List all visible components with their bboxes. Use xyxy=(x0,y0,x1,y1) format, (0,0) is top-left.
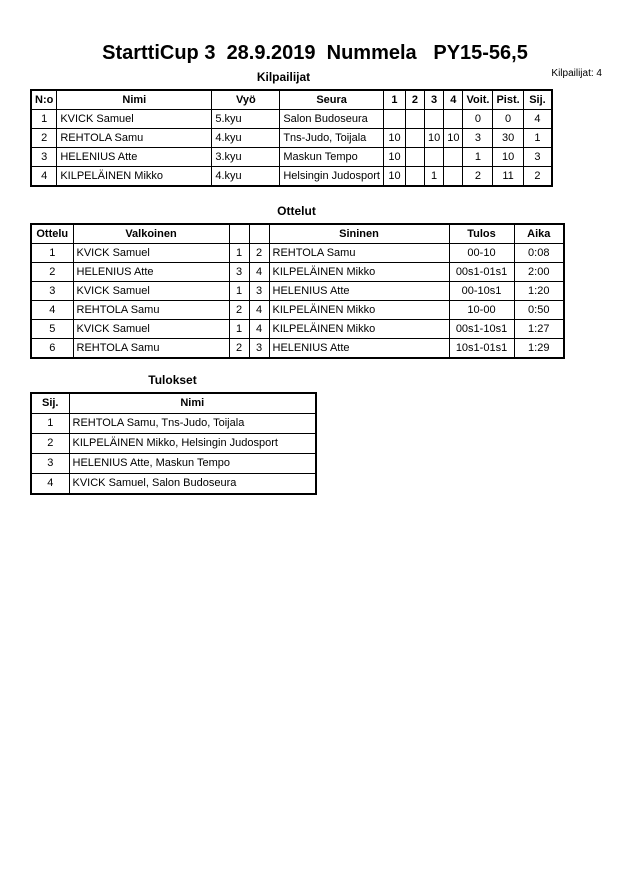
blue-number: 3 xyxy=(249,339,269,359)
result-name: REHTOLA Samu, Tns-Judo, Toijala xyxy=(69,414,316,434)
result-row xyxy=(31,474,316,495)
competitor-belt: 4.kyu xyxy=(212,167,280,187)
competitor-wins: 0 xyxy=(463,110,493,129)
match-row xyxy=(31,244,564,263)
blue-number: 4 xyxy=(249,320,269,339)
score-r1: 10 xyxy=(383,129,405,148)
competitor-points: 10 xyxy=(493,148,523,167)
score-r1 xyxy=(383,110,405,129)
white-name: REHTOLA Samu xyxy=(73,301,229,320)
col-header-white-no xyxy=(229,224,249,244)
competitors-header-row xyxy=(31,90,552,110)
match-row xyxy=(31,320,564,339)
competitor-points: 30 xyxy=(493,129,523,148)
match-time: 2:00 xyxy=(514,263,564,282)
score-r4 xyxy=(444,110,463,129)
blue-number: 4 xyxy=(249,301,269,320)
score-r4 xyxy=(444,148,463,167)
white-name: KVICK Samuel xyxy=(73,282,229,301)
blue-name: KILPELÄINEN Mikko xyxy=(269,320,449,339)
match-result: 10s1-01s1 xyxy=(449,339,514,359)
competitor-place: 4 xyxy=(523,110,552,129)
competitor-row xyxy=(31,129,552,148)
competitors-table xyxy=(30,89,553,187)
result-place: 2 xyxy=(31,434,69,454)
col-header-name: Nimi xyxy=(69,393,316,414)
competitors-count: Kilpailijat: 4 xyxy=(551,68,602,79)
col-header-r2: 2 xyxy=(405,90,424,110)
white-name: KVICK Samuel xyxy=(73,320,229,339)
result-place: 3 xyxy=(31,454,69,474)
col-header-place: Sij. xyxy=(31,393,69,414)
competitor-row xyxy=(31,110,552,129)
col-header-result: Tulos xyxy=(449,224,514,244)
competitor-club: Tns-Judo, Toijala xyxy=(280,129,384,148)
match-result: 00s1-10s1 xyxy=(449,320,514,339)
blue-name: REHTOLA Samu xyxy=(269,244,449,263)
competitor-wins: 2 xyxy=(463,167,493,187)
result-name: KILPELÄINEN Mikko, Helsingin Judosport xyxy=(69,434,316,454)
result-row xyxy=(31,414,316,434)
competitor-club: Maskun Tempo xyxy=(280,148,384,167)
score-r3: 1 xyxy=(424,167,443,187)
competitor-place: 2 xyxy=(523,167,552,187)
page-title: StarttiCup 3 28.9.2019 Nummela PY15-56,5 xyxy=(102,42,528,64)
col-header-blue-no xyxy=(249,224,269,244)
match-time: 1:27 xyxy=(514,320,564,339)
results-header-row xyxy=(31,393,316,414)
blue-name: HELENIUS Atte xyxy=(269,282,449,301)
col-header-r3: 3 xyxy=(424,90,443,110)
match-time: 0:08 xyxy=(514,244,564,263)
competitor-no: 4 xyxy=(31,167,57,187)
competitor-wins: 3 xyxy=(463,129,493,148)
match-no: 6 xyxy=(31,339,73,359)
match-no: 3 xyxy=(31,282,73,301)
col-header-belt: Vyö xyxy=(212,90,280,110)
result-row xyxy=(31,454,316,474)
white-number: 2 xyxy=(229,339,249,359)
blue-number: 2 xyxy=(249,244,269,263)
score-r3 xyxy=(424,110,443,129)
competitor-no: 2 xyxy=(31,129,57,148)
white-name: HELENIUS Atte xyxy=(73,263,229,282)
competitor-club: Helsingin Judosport xyxy=(280,167,384,187)
blue-name: KILPELÄINEN Mikko xyxy=(269,263,449,282)
match-no: 1 xyxy=(31,244,73,263)
result-name: KVICK Samuel, Salon Budoseura xyxy=(69,474,316,495)
score-r2 xyxy=(405,167,424,187)
white-number: 1 xyxy=(229,320,249,339)
col-header-wins: Voit. xyxy=(463,90,493,110)
col-header-r1: 1 xyxy=(383,90,405,110)
white-number: 1 xyxy=(229,282,249,301)
match-row xyxy=(31,263,564,282)
section-title-ottelut: Ottelut xyxy=(277,204,316,218)
match-row xyxy=(31,301,564,320)
competitor-no: 3 xyxy=(31,148,57,167)
col-header-white: Valkoinen xyxy=(73,224,229,244)
match-row xyxy=(31,282,564,301)
score-r1: 10 xyxy=(383,167,405,187)
score-r2 xyxy=(405,129,424,148)
score-r4: 10 xyxy=(444,129,463,148)
competitor-points: 11 xyxy=(493,167,523,187)
col-header-time: Aika xyxy=(514,224,564,244)
competitor-belt: 3.kyu xyxy=(212,148,280,167)
result-name: HELENIUS Atte, Maskun Tempo xyxy=(69,454,316,474)
white-number: 2 xyxy=(229,301,249,320)
match-time: 1:29 xyxy=(514,339,564,359)
match-time: 1:20 xyxy=(514,282,564,301)
result-place: 1 xyxy=(31,414,69,434)
section-title-kilpailijat: Kilpailijat xyxy=(256,70,311,84)
blue-number: 4 xyxy=(249,263,269,282)
competitor-name: HELENIUS Atte xyxy=(57,148,212,167)
match-no: 4 xyxy=(31,301,73,320)
competitor-name: REHTOLA Samu xyxy=(57,129,212,148)
match-no: 5 xyxy=(31,320,73,339)
competitor-no: 1 xyxy=(31,110,57,129)
competitor-row xyxy=(31,148,552,167)
results-table xyxy=(30,392,317,495)
score-r3 xyxy=(424,148,443,167)
col-header-no: N:o xyxy=(31,90,57,110)
score-r2 xyxy=(405,148,424,167)
col-header-place: Sij. xyxy=(523,90,552,110)
competitor-row xyxy=(31,167,552,187)
result-place: 4 xyxy=(31,474,69,495)
competitor-name: KILPELÄINEN Mikko xyxy=(57,167,212,187)
white-name: REHTOLA Samu xyxy=(73,339,229,359)
competitor-name: KVICK Samuel xyxy=(57,110,212,129)
col-header-match: Ottelu xyxy=(31,224,73,244)
col-header-club: Seura xyxy=(280,90,384,110)
section-title-tulokset: Tulokset xyxy=(148,373,197,387)
competitor-club: Salon Budoseura xyxy=(280,110,384,129)
blue-name: KILPELÄINEN Mikko xyxy=(269,301,449,320)
match-result: 00-10s1 xyxy=(449,282,514,301)
score-r2 xyxy=(405,110,424,129)
white-number: 3 xyxy=(229,263,249,282)
col-header-blue: Sininen xyxy=(269,224,449,244)
competitor-belt: 4.kyu xyxy=(212,129,280,148)
matches-header-row xyxy=(31,224,564,244)
white-name: KVICK Samuel xyxy=(73,244,229,263)
col-header-name: Nimi xyxy=(57,90,212,110)
score-r3: 10 xyxy=(424,129,443,148)
competitor-points: 0 xyxy=(493,110,523,129)
blue-number: 3 xyxy=(249,282,269,301)
score-r1: 10 xyxy=(383,148,405,167)
white-number: 1 xyxy=(229,244,249,263)
blue-name: HELENIUS Atte xyxy=(269,339,449,359)
col-header-points: Pist. xyxy=(493,90,523,110)
result-row xyxy=(31,434,316,454)
competitor-place: 3 xyxy=(523,148,552,167)
match-result: 00s1-01s1 xyxy=(449,263,514,282)
matches-table xyxy=(30,223,565,359)
match-result: 10-00 xyxy=(449,301,514,320)
match-row xyxy=(31,339,564,359)
match-time: 0:50 xyxy=(514,301,564,320)
competitor-place: 1 xyxy=(523,129,552,148)
match-no: 2 xyxy=(31,263,73,282)
competitor-wins: 1 xyxy=(463,148,493,167)
col-header-r4: 4 xyxy=(444,90,463,110)
competitor-belt: 5.kyu xyxy=(212,110,280,129)
match-result: 00-10 xyxy=(449,244,514,263)
score-r4 xyxy=(444,167,463,187)
